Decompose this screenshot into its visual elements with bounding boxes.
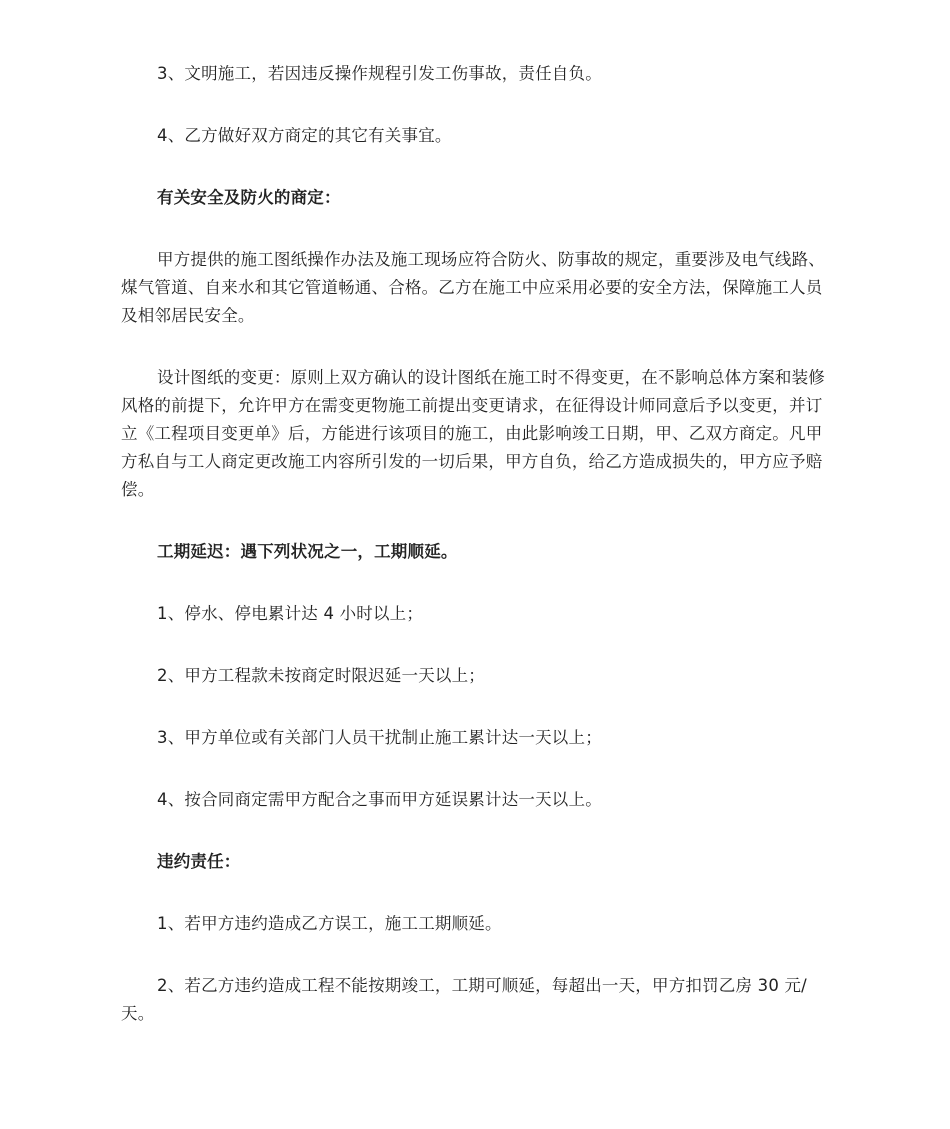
list-item: 4、按合同商定需甲方配合之事而甲方延误累计达一天以上。 xyxy=(157,790,602,809)
section-heading: 违约责任： xyxy=(157,852,241,871)
paragraph: 4、乙方做好双方商定的其它有关事宜。 xyxy=(157,126,452,145)
list-item: 3、甲方单位或有关部门人员干扰制止施工累计达一天以上； xyxy=(157,728,602,747)
section-heading: 工期延迟：遇下列状况之一，工期顺延。 xyxy=(157,542,458,561)
list-item: 2、甲方工程款未按商定时限迟延一天以上； xyxy=(157,666,485,685)
paragraph: 3、文明施工，若因违反操作规程引发工伤事故，责任自负。 xyxy=(157,64,602,83)
list-item: 1、停水、停电累计达 4 小时以上； xyxy=(157,604,424,623)
list-item: 1、若甲方违约造成乙方误工，施工工期顺延。 xyxy=(157,914,502,933)
section-heading: 有关安全及防火的商定： xyxy=(157,188,341,207)
document-page xyxy=(121,60,833,1062)
list-item: 2、若乙方违约造成工程不能按期竣工，工期可顺延，每超出一天，甲方扣罚乙房 30 元/天。 xyxy=(121,976,807,1023)
paragraph: 设计图纸的变更：原则上双方确认的设计图纸在施工时不得变更，在不影响总体方案和装修风格的前提下，允许甲方在需变更物施工前提出变更请求，在征得设计师同意后予以变更，并订立《工程项目变更单》后，方能进行该项目的施工，由此影响竣工日期，甲、乙双方商定。凡甲方私自与工人商定更改施工内容所引发的一切后果，甲方自负，给乙方造成损失的，甲方应予赔偿。 xyxy=(121,368,825,499)
paragraph: 甲方提供的施工图纸操作办法及施工现场应符合防火、防事故的规定，重要涉及电气线路、煤气管道、自来水和其它管道畅通、合格。乙方在施工中应采用必要的安全方法，保障施工人员及相邻居民安全。 xyxy=(121,250,825,325)
